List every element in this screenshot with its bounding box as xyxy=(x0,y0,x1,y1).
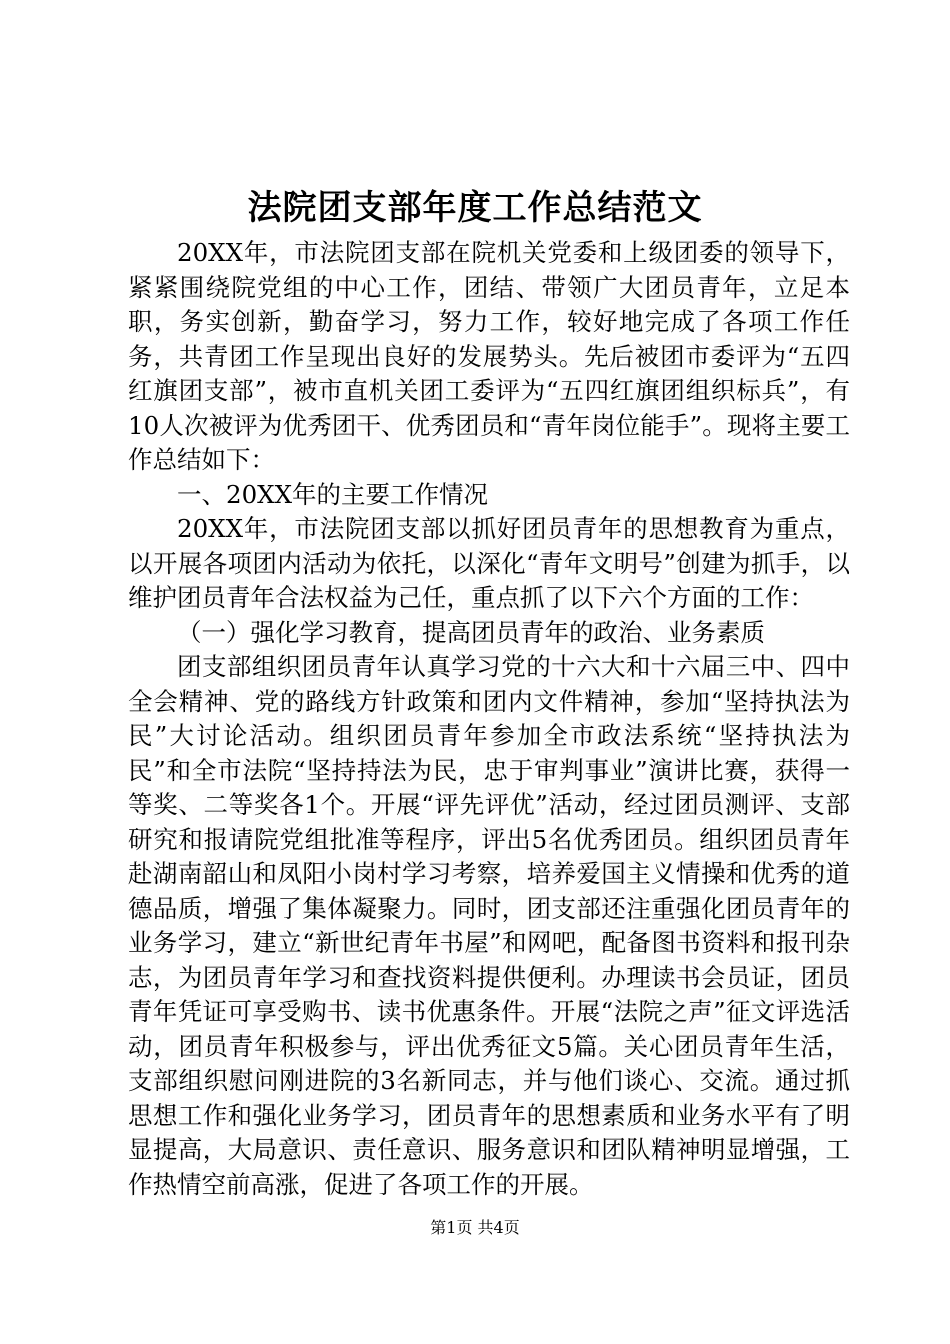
intro-paragraph: 20XX年，市法院团支部在院机关党委和上级团委的领导下，紧紧围绕院党组的中心工作，团结、带领广大团员青年，立足本职，务实创新，勤奋学习，努力工作，较好地完成了各项工作任务，共青团工作呈现出良好的发展势头。先后被团市委评为“五四红旗团支部”，被市直机关团工委评为“五四红旗团组织标兵”，有10人次被评为优秀团干、优秀团员和“青年岗位能手”。现将主要工作总结如下： xyxy=(128,238,850,474)
document-title: 法院团支部年度工作总结范文 xyxy=(247,188,703,228)
page-footer: 第1页 共4页 xyxy=(430,1218,520,1237)
document-body xyxy=(128,236,850,1202)
section-heading-1: 一、20XX年的主要工作情况 xyxy=(177,479,489,509)
section-paragraph-1: 20XX年，市法院团支部以抓好团员青年的思想教育为重点，以开展各项团内活动为依托，以深化“青年文明号”创建为抓手，以维护团员青年合法权益为己任，重点抓了以下六个方面的工作： xyxy=(128,514,850,612)
subsection-heading-1: （一）强化学习教育，提高团员青年的政治、业务素质 xyxy=(177,617,765,647)
subsection-paragraph-1: 团支部组织团员青年认真学习党的十六大和十六届三中、四中全会精神、党的路线方针政策和团内文件精神，参加“坚持执法为民”大讨论活动。组织团员青年参加全市政法系统“坚持执法为民”和全市法院“坚持持法为民，忠于审判事业”演讲比赛，获得一等奖、二等奖各1个。开展“评先评优”活动，经过团员测评、支部研究和报请院党组批准等程序，评出5名优秀团员。组织团员青年赴湖南韶山和凤阳小岗村学习考察，培养爱国主义情操和优秀的道德品质，增强了集体凝聚力。同时，团支部还注重强化团员青年的业务学习，建立“新世纪青年书屋”和网吧，配备图书资料和报刊杂志，为团员青年学习和查找资料提供便利。办理读书会员证，团员青年凭证可享受购书、读书优惠条件。开展“法院之声”征文评选活动，团员青年积极参与，评出优秀征文5篇。关心团员青年生活，支部组织慰问刚进院的3名新同志，并与他们谈心、交流。通过抓思想工作和强化业务学习，团员青年的思想素质和业务水平有了明显提高，大局意识、责任意识、服务意识和团队精神明显增强，工作热情空前高涨，促进了各项工作的开展。 xyxy=(128,652,850,1199)
